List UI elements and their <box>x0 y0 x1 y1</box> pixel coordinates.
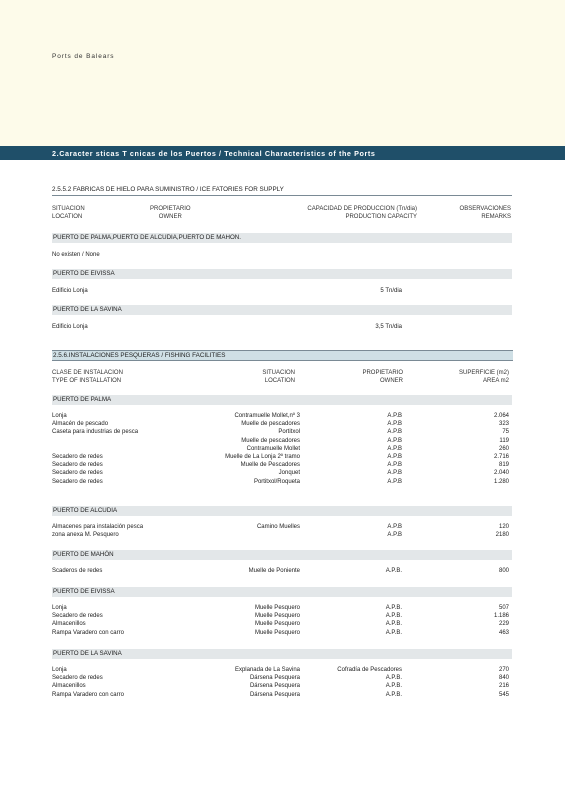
fishing-cell-clase: Secadero de redes <box>52 613 103 620</box>
fishing-cell-superficie: 2180 <box>495 532 509 539</box>
fishing-row <box>52 412 512 420</box>
fishing-cell-clase: Lonja <box>52 413 67 419</box>
fishing-cell-superficie: 507 <box>498 605 509 611</box>
ice-header-propietario-es: PROPIETARIO <box>150 206 191 212</box>
fishing-cell-situacion: Muelle de La Lonja 2º tramo <box>225 454 300 460</box>
fishing-header-location-en: LOCATION <box>264 378 295 384</box>
fishing-cell-propietario: A.P.B <box>387 454 402 460</box>
fishing-cell-situacion: Muelle Pesquero <box>254 621 300 628</box>
fishing-cell-propietario: A.P.B. <box>385 629 402 636</box>
fishing-row <box>52 461 512 469</box>
fishing-cell-clase: Almacenillos <box>52 621 86 628</box>
fishing-cell-situacion: Portitxol <box>278 429 300 436</box>
ice-row-situacion: Edificio Lonja <box>52 288 88 294</box>
ice-header-observaciones <box>460 205 511 221</box>
fishing-header-clase-es: CLASE DE INSTALACION <box>52 370 123 376</box>
fishing-cell-situacion: Contramuelle Mollet,nº 3 <box>234 413 300 419</box>
fishing-row <box>52 445 512 453</box>
ice-header-location-en: LOCATION <box>52 214 83 220</box>
fishing-cell-superficie: 323 <box>498 421 509 428</box>
fishing-cell-propietario: A.P.B. <box>385 621 402 628</box>
fishing-cell-superficie: 463 <box>498 629 509 636</box>
fishing-cell-clase: Secadero de redes <box>52 454 103 460</box>
fishing-cell-propietario: A.P.B. <box>385 683 402 690</box>
ice-group-band: PUERTO DE LA SAVINA <box>52 305 512 315</box>
fishing-cell-superficie: 2.064 <box>493 413 509 419</box>
fishing-cell-superficie: 1.186 <box>493 613 509 620</box>
fishing-cell-situacion: Dársena Pesquera <box>249 683 300 690</box>
fishing-cell-superficie: 119 <box>499 437 509 444</box>
fishing-row <box>52 453 512 461</box>
fishing-row <box>52 567 512 575</box>
fishing-header-area-en: AREA m2 <box>482 378 509 384</box>
fishing-group-band: PUERTO DE EIVISSA <box>52 587 512 597</box>
ice-row <box>52 323 512 331</box>
fishing-cell-superficie: 840 <box>498 675 509 682</box>
fishing-cell-situacion: Muelle Pesquero <box>254 605 300 611</box>
fishing-cell-situacion: Contramuelle Mollet <box>246 445 300 452</box>
fishing-section-title: 2.5.6.INSTALACIONES PESQUERAS / FISHING FACILITIES <box>52 350 513 361</box>
ice-header-capacidad <box>307 205 417 221</box>
fishing-header-owner-en: OWNER <box>380 378 403 384</box>
fishing-row <box>52 469 512 477</box>
fishing-row <box>52 612 512 620</box>
fishing-cell-clase: zona anexa M. Pesquero <box>52 532 119 539</box>
ice-header-situacion-es: SITUACION <box>52 206 85 212</box>
fishing-cell-situacion: Muelle de Poniente <box>248 568 300 574</box>
fishing-cell-situacion: Muelle de Pescadores <box>240 462 300 469</box>
fishing-group-band: PUERTO DE MAHÓN <box>52 550 512 560</box>
fishing-cell-superficie: 120 <box>498 524 509 530</box>
fishing-row <box>52 523 512 531</box>
fishing-group-band: PUERTO DE ALCUDIA <box>52 506 512 516</box>
fishing-cell-clase: Scaderos de redes <box>52 568 103 574</box>
fishing-header-situacion <box>262 369 295 385</box>
fishing-cell-propietario: A.P.B <box>387 445 402 452</box>
ice-header-propietario <box>150 205 191 221</box>
fishing-row <box>52 420 512 428</box>
fishing-row <box>52 604 512 612</box>
fishing-cell-superficie: 2.716 <box>493 454 509 460</box>
fishing-row <box>52 437 512 445</box>
fishing-cell-situacion: Camino Muelles <box>256 524 300 530</box>
fishing-cell-clase: Almacén de pescado <box>52 421 109 428</box>
fishing-cell-situacion: Muelle de pescadores <box>241 421 300 428</box>
ice-group-band: PUERTO DE PALMA,PUERTO DE ALCUDIA,PUERTO DE MAHON. <box>52 233 512 243</box>
fishing-row <box>52 666 512 674</box>
fishing-group-band: PUERTO DE LA SAVINA <box>52 649 512 659</box>
fishing-header-type-en: TYPE OF INSTALLATION <box>52 378 122 384</box>
fishing-header-propietario <box>362 369 403 385</box>
fishing-cell-propietario: A.P.B. <box>385 613 402 620</box>
fishing-cell-clase: Rampa Varadero con carro <box>52 691 124 698</box>
fishing-header-superficie <box>459 369 509 385</box>
ice-header-remarks-en: REMARKS <box>481 214 511 220</box>
fishing-cell-situacion: Dársena Pesquera <box>249 675 300 682</box>
header-band <box>0 0 565 146</box>
fishing-row <box>52 531 512 539</box>
fishing-cell-superficie: 800 <box>498 568 509 574</box>
brand-name: Ports de Balears <box>52 53 115 60</box>
fishing-row <box>52 478 512 486</box>
fishing-cell-clase: Almacenes para instalación pesca <box>52 524 144 530</box>
fishing-cell-propietario: A.P.B <box>387 470 402 477</box>
ice-row-situacion: Edificio Lonja <box>52 324 88 330</box>
fishing-cell-situacion: Dársena Pesquera <box>249 691 300 698</box>
ice-header-capacidad-es: CAPACIDAD DE PRODUCCION (Tn/dia) <box>307 206 417 212</box>
fishing-cell-propietario: A.P.B <box>387 429 402 436</box>
fishing-row <box>52 674 512 682</box>
fishing-row <box>52 691 512 699</box>
fishing-cell-situacion: Jonquet <box>278 470 300 477</box>
fishing-cell-superficie: 270 <box>498 667 509 673</box>
fishing-cell-propietario: A.P.B. <box>385 605 402 611</box>
chapter-title: 2.Caracter sticas T cnicas de los Puertos / Technical Characteristics of the Ports <box>52 149 376 158</box>
fishing-row <box>52 629 512 637</box>
fishing-cell-propietario: Cofradía de Pescadores <box>337 667 402 673</box>
ice-group-band: PUERTO DE EIVISSA <box>52 269 512 279</box>
fishing-cell-clase: Secadero de redes <box>52 462 103 469</box>
ice-header-capacity-en: PRODUCTION CAPACITY <box>345 214 417 220</box>
fishing-cell-superficie: 2.040 <box>493 470 509 477</box>
fishing-cell-propietario: A.P.B <box>387 524 402 530</box>
fishing-cell-clase: Secadero de redes <box>52 675 103 682</box>
fishing-cell-propietario: A.P.B <box>387 462 402 469</box>
fishing-header-superficie-es: SUPERFICIE (m2) <box>458 370 509 376</box>
fishing-cell-situacion: Muelle Pesquero <box>254 629 300 636</box>
fishing-cell-clase: Lonja <box>52 667 67 673</box>
fishing-cell-propietario: A.P.B. <box>385 675 402 682</box>
fishing-cell-superficie: 216 <box>498 683 509 690</box>
fishing-cell-superficie: 819 <box>498 462 509 469</box>
fishing-cell-clase: Secadero de redes <box>52 478 103 485</box>
ice-row <box>52 287 512 295</box>
fishing-cell-situacion: Muelle de pescadores <box>241 437 300 444</box>
fishing-cell-propietario: A.P.B <box>387 532 402 539</box>
chapter-title-bar <box>0 146 565 160</box>
fishing-cell-propietario: A.P.B <box>387 478 402 485</box>
ice-header-owner-en: OWNER <box>158 214 182 220</box>
fishing-row <box>52 682 512 690</box>
fishing-row <box>52 428 512 436</box>
fishing-group-band: PUERTO DE PALMA <box>52 395 512 405</box>
fishing-cell-clase: Rampa Varadero con carro <box>52 629 124 636</box>
fishing-cell-situacion: Explanada de La Savina <box>234 667 300 673</box>
fishing-cell-clase: Lonja <box>52 605 67 611</box>
fishing-cell-propietario: A.P.B <box>387 437 402 444</box>
fishing-cell-superficie: 229 <box>498 621 509 628</box>
fishing-cell-propietario: A.P.B. <box>385 691 402 698</box>
ice-row-capacidad: 5 Tn/dia <box>380 288 402 294</box>
ice-row-situacion: No existen / None <box>52 252 100 258</box>
fishing-cell-situacion: Muelle Pesquero <box>254 613 300 620</box>
fishing-cell-superficie: 75 <box>502 429 509 436</box>
fishing-cell-clase: Secadero de redes <box>52 470 103 477</box>
fishing-cell-propietario: A.P.B. <box>385 568 402 574</box>
fishing-cell-clase: Caseta para industrias de pesca <box>52 429 139 436</box>
fishing-cell-propietario: A.P.B <box>387 413 402 419</box>
ice-row <box>52 251 512 259</box>
fishing-row <box>52 620 512 628</box>
ice-row-capacidad: 3,5 Tn/dia <box>375 324 402 330</box>
ice-header-observaciones-es: OBSERVACIONES <box>459 206 511 212</box>
fishing-cell-superficie: 545 <box>498 691 509 698</box>
fishing-header-clase <box>52 369 123 385</box>
fishing-cell-clase: Almacenillos <box>52 683 86 690</box>
ice-header-situacion <box>52 205 85 221</box>
fishing-cell-superficie: 260 <box>498 445 509 452</box>
fishing-cell-situacion: Portitxol/Roqueta <box>253 478 300 485</box>
fishing-cell-superficie: 1.280 <box>493 478 509 485</box>
fishing-header-propietario-es: PROPIETARIO <box>362 370 403 376</box>
fishing-cell-propietario: A.P.B <box>387 421 402 428</box>
fishing-header-situacion-es: SITUACION <box>262 370 295 376</box>
ice-section-title: 2.5.5.2 FABRICAS DE HIELO PARA SUMINISTRO / ICE FATORIES FOR SUPPLY <box>52 186 512 196</box>
